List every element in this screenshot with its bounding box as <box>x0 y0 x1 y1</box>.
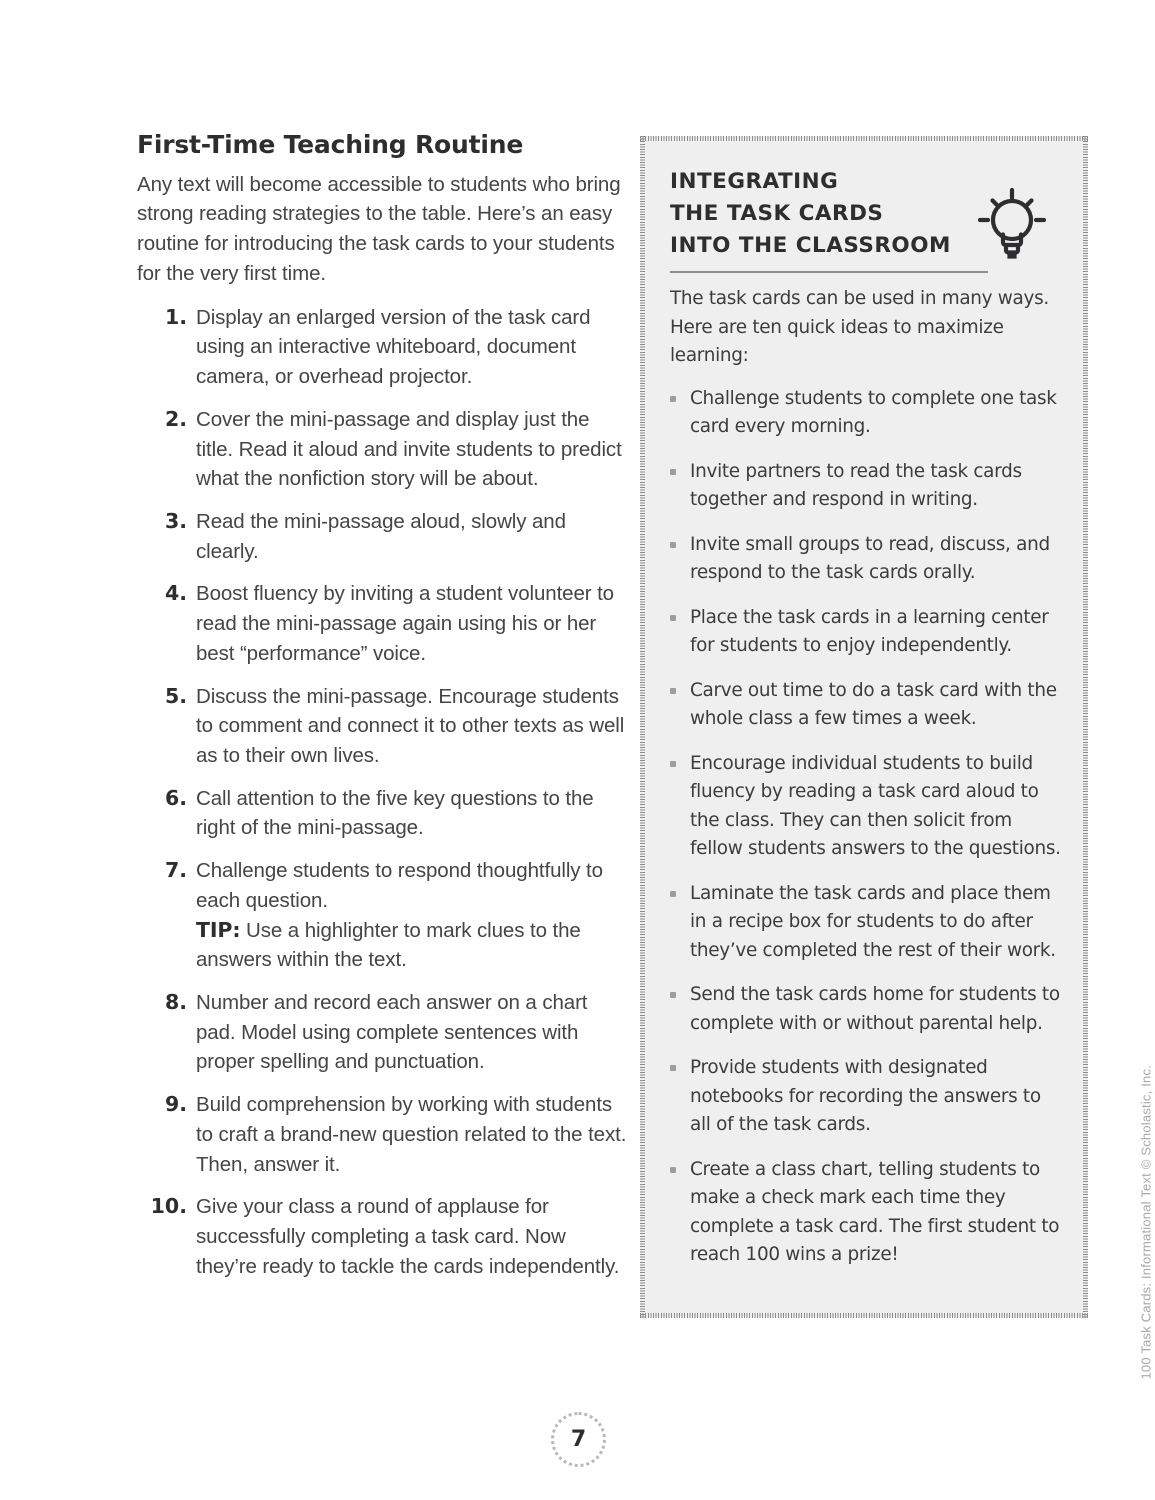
bullet-icon <box>670 604 690 621</box>
idea-list-item <box>670 531 1062 588</box>
routine-step <box>137 1090 627 1179</box>
routine-step-text <box>196 856 627 975</box>
routine-step <box>137 856 627 975</box>
idea-text: Invite partners to read the task cards together and respond in writing. <box>690 460 1022 511</box>
sidebar-intro-text: The task cards can be used in many ways. Here are ten quick ideas to maximize learning: <box>670 288 1049 367</box>
lightbulb-icon <box>970 182 1054 266</box>
routine-step-text <box>196 1192 627 1281</box>
idea-list-item <box>670 880 1062 966</box>
sidebar-header <box>670 166 1062 262</box>
routine-step-number: 8. <box>164 990 187 1014</box>
routine-step-text <box>196 507 627 566</box>
routine-step-text <box>196 303 627 392</box>
routine-step-body: Discuss the mini-passage. Encourage students to comment and connect it to other texts as well as to their own lives. <box>196 684 625 767</box>
routine-step <box>137 682 627 771</box>
routine-step-body: Call attention to the five key questions to the right of the mini-passage. <box>196 786 594 840</box>
idea-list <box>670 385 1062 1270</box>
routine-step-body: Cover the mini-passage and display just the title. Read it aloud and invite students to predict what the nonfiction story will be about. <box>196 407 622 491</box>
copyright-credit: 100 Task Cards: Informational Text © Scholastic, Inc. <box>1139 1065 1154 1380</box>
bullet-icon <box>670 1054 690 1071</box>
page-title: First-Time Teaching Routine <box>137 130 524 159</box>
bullet-icon <box>670 1156 690 1173</box>
tip-label: TIP: <box>196 917 241 942</box>
idea-list-item <box>670 458 1062 515</box>
routine-step-text <box>196 405 627 494</box>
routine-step-number: 4. <box>164 581 187 606</box>
routine-step-number: 3. <box>164 508 187 533</box>
routine-step <box>137 1192 627 1281</box>
bullet-icon <box>670 880 690 897</box>
routine-step-text <box>196 1090 627 1179</box>
routine-step-body: Display an enlarged version of the task card using an interactive whiteboard, document camera, or overhead projector. <box>196 305 591 389</box>
idea-list-item <box>670 1156 1062 1270</box>
idea-list-item <box>670 385 1062 442</box>
integrating-task-cards-sidebar <box>640 136 1088 1318</box>
idea-text: Invite small groups to read, discuss, and respond to the task cards orally. <box>690 533 1050 584</box>
intro-paragraph: Any text will become accessible to students who bring strong reading strategies to the table. Here’s an easy routine for introducing the task cards to your students for the very first time. <box>137 172 621 285</box>
idea-list-item <box>670 604 1062 661</box>
routine-step <box>137 507 627 566</box>
sidebar-title <box>670 166 970 261</box>
idea-text: Carve out time to do a task card with the whole class a few times a week. <box>690 679 1057 730</box>
tip-text: Use a highlighter to mark clues to the answers within the text. <box>196 918 581 972</box>
routine-step-text <box>196 784 627 843</box>
idea-text: Encourage individual students to build fluency by reading a task card aloud to the class. They can then solicit from fellow students answers to the questions. <box>690 752 1061 860</box>
routine-step-text <box>196 682 627 771</box>
idea-list-item <box>670 677 1062 734</box>
routine-step <box>137 784 627 843</box>
sidebar-title-line-2: THE TASK CARDS <box>670 200 884 226</box>
routine-step-body: Give your class a round of applause for successfully completing a task card. Now they’re ready to tackle the cards independently. <box>196 1195 620 1278</box>
bullet-icon <box>670 750 690 767</box>
routine-step-body: Number and record each answer on a chart pad. Model using complete sentences with proper spelling and punctuation. <box>196 991 588 1074</box>
routine-step-body: Build comprehension by working with students to craft a brand-new question related to the text. Then, answer it. <box>196 1093 627 1176</box>
routine-step <box>137 579 627 668</box>
routine-step-number: 1. <box>164 304 187 329</box>
bullet-icon <box>670 531 690 548</box>
idea-text: Challenge students to complete one task card every morning. <box>690 387 1057 438</box>
routine-step-number: 5. <box>164 683 187 708</box>
routine-step-body: Challenge students to respond thoughtfully to each question. <box>196 859 603 912</box>
sidebar-divider <box>670 271 988 273</box>
routine-step-number: 7. <box>164 858 187 883</box>
left-content-column <box>137 131 627 1294</box>
routine-step-number: 2. <box>164 406 187 431</box>
routine-step-number: 6. <box>164 785 187 810</box>
routine-step-number: 9. <box>164 1092 187 1117</box>
bullet-icon <box>670 981 690 998</box>
border-right <box>1083 136 1088 1318</box>
idea-text: Place the task cards in a learning center for students to enjoy independently. <box>690 606 1049 657</box>
idea-text: Laminate the task cards and place them in a recipe box for students to do after they’ve completed the rest of their work. <box>690 882 1056 961</box>
sidebar-title-line-1: INTEGRATING <box>670 169 839 194</box>
idea-text: Provide students with designated notebooks for recording the answers to all of the task cards. <box>690 1057 1041 1136</box>
routine-step-text <box>196 988 627 1077</box>
bullet-icon <box>670 385 690 402</box>
idea-text: Send the task cards home for students to complete with or without parental help. <box>690 984 1060 1034</box>
sidebar-title-line-3: INTO THE CLASSROOM <box>670 232 951 258</box>
border-bottom <box>640 1313 1088 1318</box>
bullet-icon <box>670 677 690 694</box>
idea-list-item <box>670 1054 1062 1140</box>
routine-step-body: Read the mini-passage aloud, slowly and clearly. <box>196 509 566 563</box>
teaching-routine-list <box>137 303 627 1282</box>
bullet-icon <box>670 458 690 475</box>
routine-step <box>137 988 627 1077</box>
routine-step-body: Boost fluency by inviting a student volunteer to read the mini-passage again using his or her best “performance” voice. <box>196 582 614 665</box>
routine-step-text <box>196 579 627 668</box>
routine-step-number: 10. <box>150 1194 187 1219</box>
border-top <box>640 136 1088 141</box>
routine-step <box>137 405 627 494</box>
idea-list-item <box>670 981 1062 1038</box>
page-number-badge: 7 <box>551 1412 606 1467</box>
idea-text: Create a class chart, telling students to make a check mark each time they complete a task card. The first student to reach 100 wins a prize! <box>690 1158 1060 1266</box>
idea-list-item <box>670 750 1062 864</box>
border-left <box>640 136 645 1318</box>
routine-step <box>137 303 627 392</box>
